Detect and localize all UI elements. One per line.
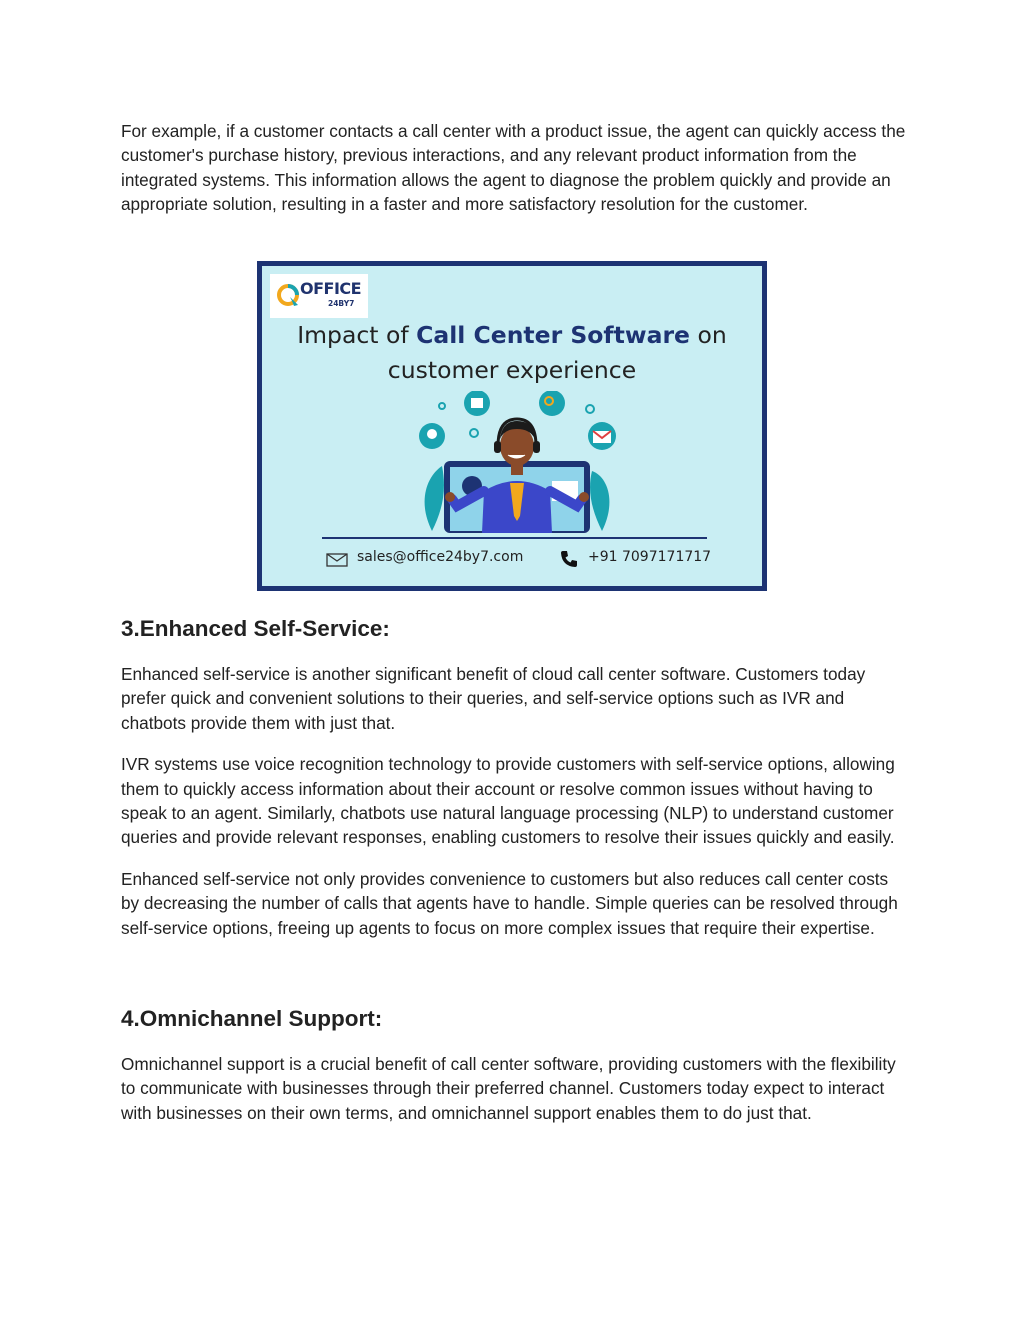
banner-divider [322, 537, 707, 539]
mail-icon [326, 553, 348, 567]
agent-illustration [412, 391, 622, 536]
logo-text: OFFICE [300, 279, 362, 298]
section-heading: 3.Enhanced Self-Service: [121, 616, 390, 641]
section-heading: 4.Omnichannel Support: [121, 1006, 383, 1031]
section-omnichannel-support [121, 1005, 911, 1125]
banner-title-prefix: Impact of [297, 321, 417, 349]
phone-icon [559, 549, 579, 569]
document-body [121, 119, 911, 217]
banner-title-line2: customer experience [387, 356, 637, 384]
call-center-banner-image [257, 261, 767, 591]
banner-title-accent: Call Center Software [416, 321, 690, 349]
section-enhanced-self-service [121, 615, 911, 940]
banner-title-suffix: on [690, 321, 727, 349]
section-paragraph: IVR systems use voice recognition technology to provide customers with self-service options, allowing them to quickly access information about their account or resolve common issues without having to speak to an agent. Similarly, chatbots use natural language processing (NLP) to understand customer queries and provide relevant responses, enabling customers to resolve their issues quickly and easily. [121, 754, 895, 848]
intro-paragraph: For example, if a customer contacts a call center with a product issue, the agent can quickly access the customer's purchase history, previous interactions, and any relevant product information from the integrated systems. This information allows the agent to diagnose the problem quickly and provide an appropriate solution, resulting in a faster and more satisfactory resolution for the customer. [121, 121, 906, 215]
logo-q-icon [276, 283, 302, 309]
logo-subtext: 24BY7 [328, 299, 355, 308]
banner-title-line1 [262, 320, 762, 350]
section-paragraph: Enhanced self-service not only provides convenience to customers but also reduces call center costs by decreasing the number of calls that agents have to handle. Simple queries can be resolved through self-service options, freeing up agents to focus on more complex issues that require their expertise. [121, 868, 898, 938]
section-paragraph: Enhanced self-service is another significant benefit of cloud call center software. Customers today prefer quick and convenient solutions to their queries, and self-service options such as IVR and chatbots provide them with just that. [121, 664, 866, 733]
banner-email: sales@office24by7.com [357, 549, 524, 565]
banner-phone: +91 7097171717 [588, 549, 712, 565]
office24by7-logo [270, 274, 368, 318]
section-paragraph: Omnichannel support is a crucial benefit of call center software, providing customers with the flexibility to communicate with businesses through their preferred channel. Customers today expect to interact with businesses on their own terms, and omnichannel support enables them to do just that. [121, 1054, 896, 1123]
